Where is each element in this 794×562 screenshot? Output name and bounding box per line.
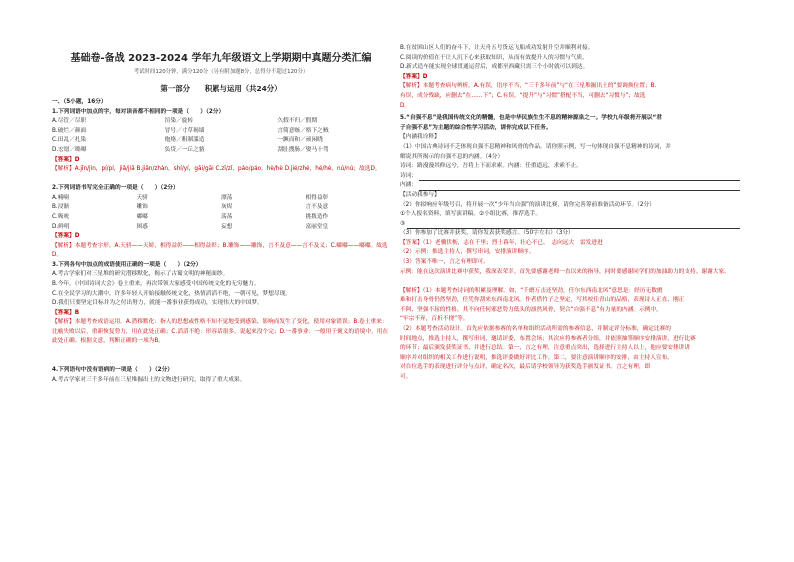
q4-analysis-line: 有误，成分残缺，应删去“在……下”；C.有误，“提升”与“习惯”搭配不当，可删去“习惯与”；故选 <box>400 92 646 99</box>
exam-info: 考试时间120分钟，满分120分（另有附加题8分，总得分不超过120分） <box>133 69 309 75</box>
q5-answer-2: （2）示例：推选主持人，撰写串词，安排演讲顺序。 <box>400 249 535 256</box>
q5-analysis-line: 可。 <box>400 374 412 380</box>
q2-opt: B.浸渐 <box>52 204 70 211</box>
q2-opt: 妄想 <box>221 223 233 230</box>
q5-analysis-line: “牢宗不弃，百折不挠”等。 <box>400 316 469 323</box>
q2-answer: 【答案】D <box>52 233 80 240</box>
poem-blank-label: 诗词： <box>400 172 418 179</box>
task1-example: 诗词：路漫漫其修远兮，吾将上下而求索。内涵：任重道远，求索不止。 <box>400 163 582 170</box>
q2-opt: 雕饰 <box>136 204 148 211</box>
q4-option: B.在贫困山区人们的奋斗下，让天舟五号货运飞船成功发射升空并顺利对接。 <box>400 45 594 51</box>
q3-option: B.今年，《中国诗词大会》卷土重来，再次带领大家感受中国传统文化的无穷魅力。 <box>52 280 260 287</box>
q4-option-a: A.考古学家对三千多年前在三星堆掘出土的文物进行研究，取得了重大成果。 <box>52 376 246 383</box>
q1-opt: 一蹶而和／顽闲晓 <box>277 137 323 144</box>
q5-analysis-line: 时间地点，推选主持人，撰写串词，邀请评委，布置会场；其次应将参赛者分组，并依照抽签顺序安排演讲，进行比赛 <box>400 335 696 342</box>
task3-text: （3）你参加了比赛并获奖，请你发表获奖感言。（50字左右）（3分） <box>400 230 574 237</box>
q5-analysis-line: 不阿、坚强不屈的性格。其不向任何邪恶势力低头的凛然风骨，契合“自强不息”有力量的内涵。示例中， <box>400 306 662 313</box>
poem-blank <box>400 172 740 182</box>
q1-option-row <box>52 117 390 127</box>
q1-opt: 炮烙／粗制滥造 <box>164 137 205 144</box>
q5-analysis-line: （2）本题考查活动设计。首先应依据参赛的名单和组织活动所需的参赛信息，并制定评分标准，确定比赛的 <box>400 326 671 333</box>
question-3-stem: 3.下列各句中加点的成语使用正确的一项是（ ）（2分） <box>52 261 202 268</box>
q2-opt: 天骄 <box>136 194 148 201</box>
q5-analysis-line: 顺序并对组织的相关工作进行说明，推选评委做好评比工作。第二，要注意演讲顺序的安排，由主持人宣布。 <box>400 354 673 361</box>
task2-title: 【活动我参与】 <box>400 191 440 198</box>
q5-analysis-line: 对台位选手的表现进行评分与点评，确定名次，最后请学校领导为获奖选手颁发证书。言之有理，即 <box>400 364 651 371</box>
q3-analysis: 【解析】本题考查成语运用。A.潜移默化：指人的思想或性格不知不觉地受到感染、影响而发生了变化，使用对象错误；B.卷土重来：比喻失败以后，重新恢复势力，用在此处正确；C.滔滔不绝：形容话很多，说起来没个完；D.一番事业：一般用于褒义的语境中，用在此处正确。根据文意，判断正确的一项为B。 <box>52 319 389 345</box>
q1-opt: D.宏愿／略曝 <box>52 146 87 153</box>
q2-opt: 富丽堂皇 <box>305 223 329 230</box>
q2-option-row <box>52 194 390 204</box>
question-1-stem: 1.下列词语中加点的字，每对读音都不相同的一项是（ ）（2分） <box>52 108 225 115</box>
q2-opt: 漂荡 <box>221 194 233 201</box>
q4-option: D.新式造车能实现全球贯通运营后，成都至西藏只需三个小时就可以到达。 <box>400 64 589 71</box>
question-4-stem: 4.下列语句中没有语病的一项是（ ）（2分） <box>52 367 173 374</box>
q5-answer-1: 【答案】（1）老骥伏枥，志在千里；烈士暮年，壮心不已。 志向远大 雷发进进 <box>400 239 603 246</box>
question-5-stem: 5.“自强不息”是我国传统文化的精髓，也是中华民族生生不息的精神源泉之一。学校九年级将开展以“君 <box>400 115 662 122</box>
right-column <box>400 0 740 562</box>
task2-blank-line[interactable] <box>407 221 740 229</box>
q4-option: C.阅读的价值在于让人沉下心来获取知识，从而有效提升人的习惯与气质。 <box>400 54 588 61</box>
task2-text: （2）你拟响应年级号召，将开展一次“少年当自强”的演讲比赛，请你完善筹前准备活动环节。（2分） <box>400 201 655 208</box>
q2-opt: D.鲜明 <box>52 223 70 230</box>
q3-option: A.考古学家们对三星堆的研究潜移默化，揭示了古蜀文明的神秘面纱。 <box>52 271 229 278</box>
q1-opt: 负贷／一丘之貉 <box>164 146 205 153</box>
q2-opt: 困惑 <box>136 223 148 230</box>
poem-blank-line[interactable] <box>419 173 740 181</box>
q5-analysis-line: 的环节；最后颁发获奖证书，并进行总结。第一，言之有理，注意重点突出，选择进行主持人以上，他应要安排讲讲 <box>400 345 691 352</box>
q2-option-row <box>52 223 390 233</box>
q3-option: C.在全民学习的大潮中，许多年轻人开始接触传统文化，热情滔滔不绝，一朝可见，梦想尽现。 <box>52 290 291 297</box>
q2-opt: 相得益彰 <box>305 194 329 201</box>
q2-opt: 嘟嘟 <box>136 213 148 220</box>
q1-option-row <box>52 136 390 146</box>
q2-opt: 荡荡 <box>221 213 233 220</box>
q1-option-row <box>52 127 390 137</box>
q5-answer-3: （3）答案不唯一，言之有理即可。 <box>400 259 489 266</box>
task1-text: 解说其所揭示的自强不息的内涵。（4分） <box>400 153 504 160</box>
meaning-blank-line[interactable] <box>419 183 740 191</box>
q5-analysis-line: 难和打击身骨仍然坚劲，任凭你刮来东西南北风。作者借竹子之坚定，写其咬住青山的品格，表现诗人正直、刚正 <box>400 297 685 304</box>
task2-blank-label: ③ <box>400 220 406 227</box>
q2-opt: 挑拨造作 <box>305 213 329 220</box>
q1-opt: 言简意赅／格下之贼 <box>277 127 329 134</box>
meaning-blank-label: 内涵： <box>400 182 418 189</box>
q4-analysis-line: D。 <box>400 102 411 109</box>
task2-blank <box>400 220 740 230</box>
left-column <box>52 0 390 562</box>
q1-opt: 刮肚搜肠／娶马十驾 <box>277 146 329 153</box>
task2-options: ①个人报名资料，填写演讲稿。②小组比赛，推荐选手。 <box>400 211 542 218</box>
q1-opt: 渲染／旋转 <box>164 118 194 125</box>
q3-answer: 【答案】B <box>52 309 80 316</box>
q2-opt: A.喃喃 <box>52 194 69 201</box>
q1-opt: 久假不归／假期 <box>277 118 318 125</box>
q2-analysis: 【解析】本题考查字形。A.天骄——天娇，相得益彰——相得益彰；B.雕饰——雕饰，言不及意——言不及义；C.嘟嘟——嘟嘟。故选D。 <box>52 242 388 259</box>
section-heading: 一、（5小题，16分） <box>52 99 107 105</box>
q5-analysis-line: 【解析】（1）本题考查诗词的积累及理解。如，“千磨万击还坚劲，任尔东西南北风”意思是：经历无数磨 <box>400 287 663 294</box>
q1-answer: 【答案】D <box>52 156 80 163</box>
q1-analysis: 【解析】A.jǐn/jìn，pí/pí，jiǎ/jiǎ B.jiān/zhàn，shí/yí，gāi/gāi C.zǐ/zǐ，páo/páo，hè/hè D.jié/zhé，hé/hé，nú/nú；故选D。 <box>52 166 381 173</box>
document-title: 基础卷-备战 2023-2024 学年九年级语文上学期期中真题分类汇编 <box>70 53 372 64</box>
question-5-stem: 子自强不息”为主题的综合性学习活动，请你完成以下任务。 <box>400 124 552 131</box>
q4-answer: 【答案】D <box>400 73 428 80</box>
q2-option-row <box>52 213 390 223</box>
q4-analysis-line: 【解析】本题考查病句辨析。A.有误，语序不当，“三千多年前”与“在三星堆掘出土的”要调换位置；B. <box>400 83 657 90</box>
question-2-stem: 2.下列词语书写完全正确的一项是（ ）（2分） <box>52 185 179 192</box>
task1-text: （1）中国古典诗词不乏体现自强不息精神和风骨的作品。请你照示例，写一句体现自强不息精神的诗词，并 <box>400 143 671 150</box>
q3-option: D.我们只要坚定目标并为之付出努力，就能一番事业获得成功，实现伟大的中国梦。 <box>52 300 263 307</box>
q2-opt: 灰烬 <box>221 204 233 211</box>
task1-title: 【内涵我诠释】 <box>400 134 440 141</box>
q5-answer-extra: 示例：能在这次演讲比赛中获奖，我深表荣幸。首先要感谢老师一直以来的指导，同时要感谢同学们的加油助力的支持。谢谢大家。 <box>400 268 730 275</box>
q1-opt: 冒号／寸草褐墙 <box>164 127 205 134</box>
part-title: 第一部分 积累与运用（共24分） <box>160 84 282 93</box>
meaning-blank <box>400 181 740 191</box>
q2-opt: 言不及意 <box>305 204 329 211</box>
q1-opt: A.尽管／尽职 <box>52 118 87 125</box>
q2-opt: C.吸吮 <box>52 213 70 220</box>
q2-option-row <box>52 203 390 213</box>
q1-opt: B.破烂／颜面 <box>52 127 87 134</box>
q1-opt: C.田乱／扎染 <box>52 137 87 144</box>
q1-option-row <box>52 146 390 156</box>
